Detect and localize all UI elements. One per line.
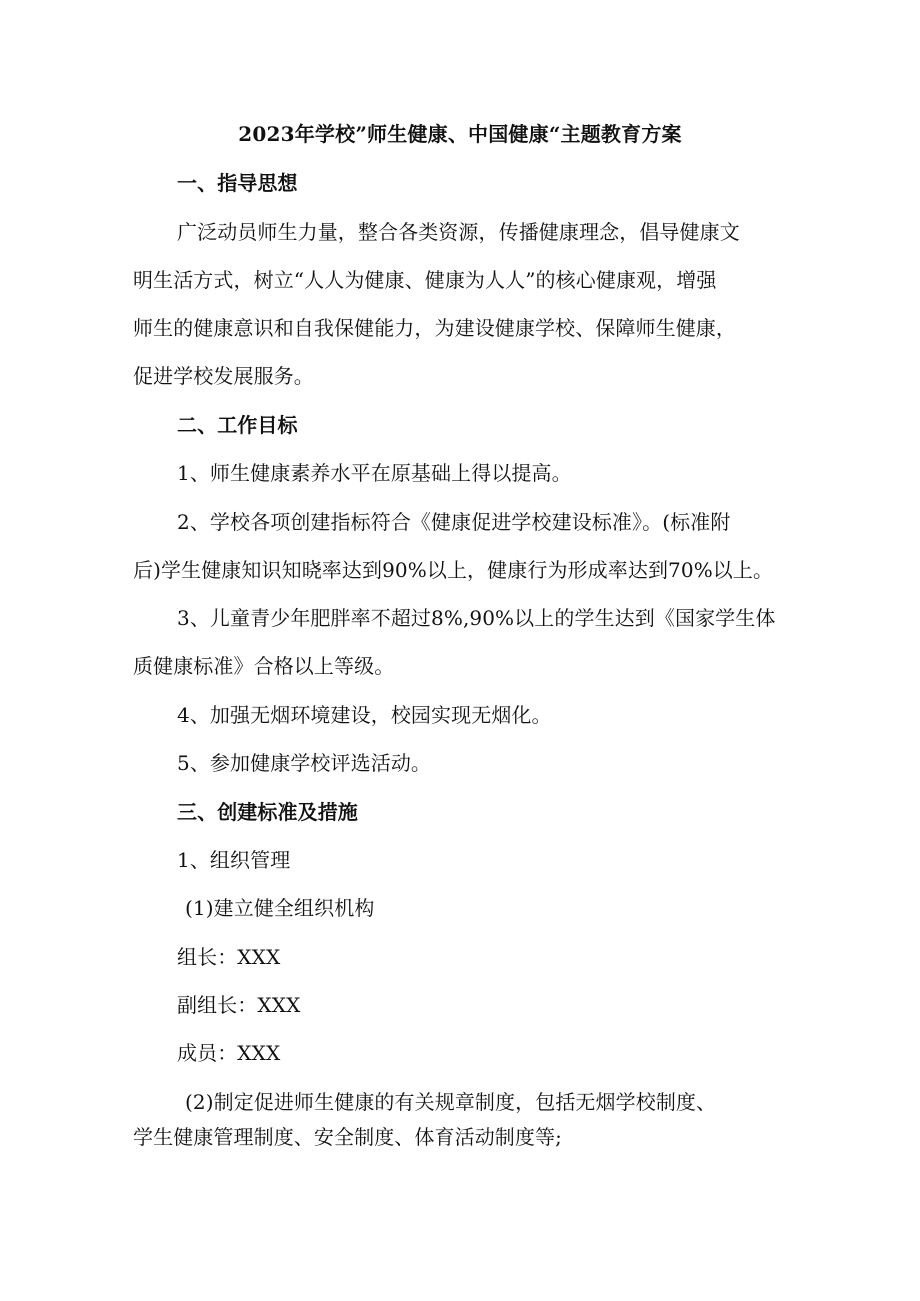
- subitem-rules-line-1: (2)制定促进师生健康的有关规章制度，包括无烟学校制度、: [185, 1090, 717, 1114]
- section-heading-guiding-thought: 一、指导思想: [177, 171, 298, 195]
- goal-item-2-line-2: 后)学生健康知识知晓率达到90%以上，健康行为形成率达到70%以上。: [133, 558, 774, 582]
- member-deputy-leader: 副组长：XXX: [177, 993, 301, 1017]
- paragraph-line: 广泛动员师生力量，整合各类资源，传播健康理念，倡导健康文: [177, 220, 740, 244]
- goal-item-3-line-2: 质健康标准》合格以上等级。: [133, 654, 395, 678]
- goal-item-2-line-1: 2、学校各项创建指标符合《健康促进学校建设标准》。(标准附: [177, 510, 731, 534]
- goal-item-4: 4、加强无烟环境建设，校园实现无烟化。: [177, 703, 552, 727]
- paragraph-line: 师生的健康意识和自我保健能力，为建设健康学校、保障师生健康，: [133, 316, 736, 340]
- subitem-organization-structure: (1)建立健全组织机构: [185, 896, 375, 920]
- member-leader: 组长：XXX: [177, 945, 281, 969]
- subsection-heading-organization: 1、组织管理: [177, 848, 291, 872]
- goal-item-3-line-1: 3、儿童青少年肥胖率不超过8%,90%以上的学生达到《国家学生体: [177, 606, 776, 630]
- section-heading-work-goals: 二、工作目标: [177, 413, 298, 437]
- paragraph-line: 促进学校发展服务。: [133, 364, 314, 388]
- goal-item-5: 5、参加健康学校评选活动。: [177, 751, 432, 775]
- goal-item-1: 1、师生健康素养水平在原基础上得以提高。: [177, 461, 572, 485]
- document-title: 2023年学校”师生健康、中国健康“主题教育方案: [238, 122, 682, 146]
- section-heading-standards: 三、创建标准及措施: [177, 800, 358, 824]
- subitem-rules-line-2: 学生健康管理制度、安全制度、体育活动制度等;: [133, 1125, 562, 1149]
- member-members: 成员：XXX: [177, 1041, 281, 1065]
- paragraph-line: 明生活方式，树立“人人为健康、健康为人人”的核心健康观，增强: [133, 268, 717, 292]
